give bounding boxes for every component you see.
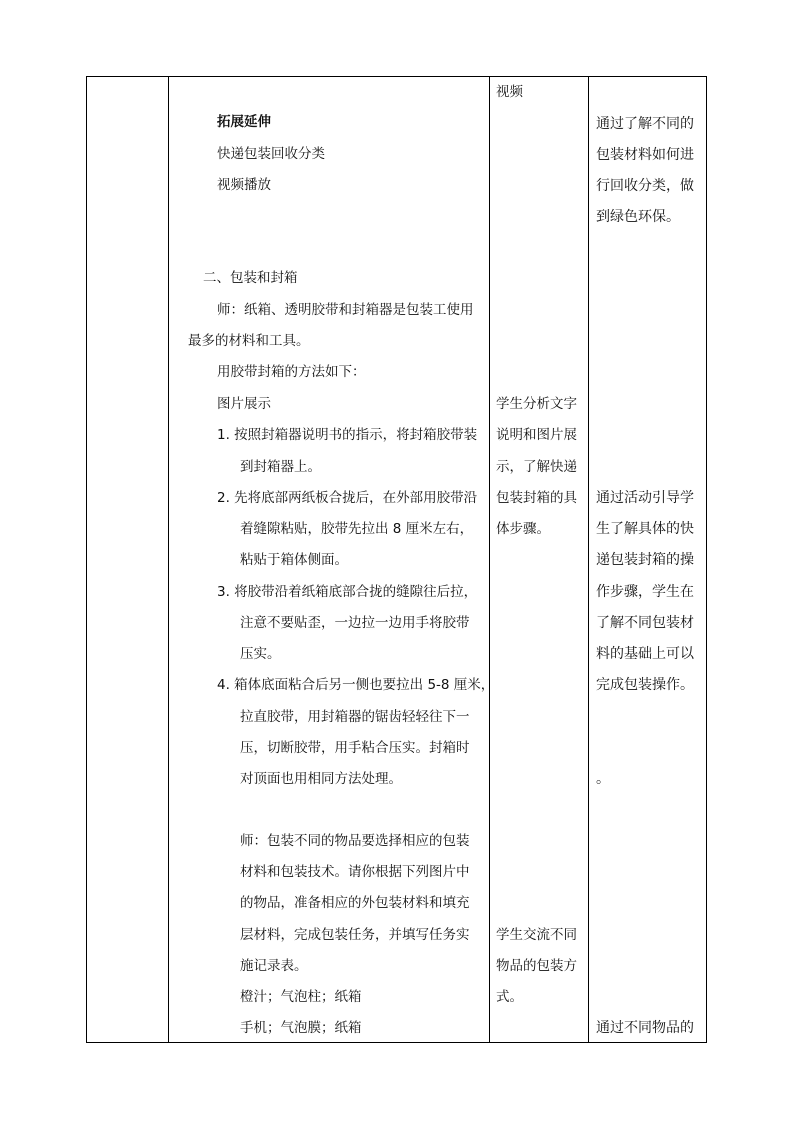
extend-line2: 视频播放 (217, 177, 271, 193)
col3-analysis-5: 体步骤。 (496, 521, 550, 537)
teacher2-line5: 施记录表。 (240, 958, 308, 974)
teacher2-line2: 材料和包装技术。请你根据下列图片中 (240, 864, 470, 880)
step1-line1: 1. 按照封箱器说明书的指示，将封箱胶带装 (217, 427, 478, 443)
col3-exchange-2: 物品的包装方 (496, 958, 577, 974)
col4-p3: 通过不同物品的 (596, 1020, 694, 1036)
col3-exchange-1: 学生交流不同 (496, 927, 577, 943)
col4-p2-1: 通过活动引导学 (596, 490, 694, 506)
extend-title: 拓展延伸 (217, 114, 271, 130)
item1: 橙汁；气泡柱；纸箱 (240, 989, 362, 1005)
column-divider-1 (168, 77, 169, 1042)
col3-exchange-3: 式。 (496, 989, 523, 1005)
step3-line3: 压实。 (240, 646, 281, 662)
step3-line1: 3. 将胶带沿着纸箱底部合拢的缝隙往后拉， (217, 584, 478, 600)
col4-p1-3: 行回收分类，做 (596, 178, 694, 194)
step4-line3: 压，切断胶带，用手粘合压实。封箱时 (240, 740, 470, 756)
col4-p2-3: 递包装封箱的操 (596, 552, 694, 568)
teacher2-line3: 的物品，准备相应的外包装材料和填充 (240, 895, 470, 911)
col3-analysis-1: 学生分析文字 (496, 396, 577, 412)
step4-line4: 对顶面也用相同方法处理。 (240, 771, 402, 787)
section-title: 二、包装和封箱 (203, 270, 298, 286)
teacher1-line2: 最多的材料和工具。 (188, 333, 310, 349)
col3-video: 视频 (496, 84, 523, 100)
column-divider-2 (489, 77, 490, 1042)
item2: 手机；气泡膜；纸箱 (240, 1020, 362, 1036)
method-intro: 用胶带封箱的方法如下： (217, 364, 366, 380)
col4-p1-2: 包装材料如何进 (596, 147, 694, 163)
step2-line3: 粘贴于箱体侧面。 (240, 552, 348, 568)
col3-analysis-3: 示，了解快递 (496, 459, 577, 475)
step2-line1: 2. 先将底部两纸板合拢后，在外部用胶带沿 (217, 490, 478, 506)
pic-show: 图片展示 (217, 396, 271, 412)
extend-line1: 快递包装回收分类 (217, 146, 325, 162)
col4-p1-4: 到绿色环保。 (596, 209, 680, 225)
teacher2-line4: 层材料，完成包装任务，并填写任务实 (240, 927, 470, 943)
col4-p2-4: 作步骤，学生在 (596, 584, 694, 600)
col4-p2-2: 生了解具体的快 (596, 521, 694, 537)
col4-dot: 。 (596, 771, 610, 787)
column-divider-3 (588, 77, 589, 1042)
col4-p1-1: 通过了解不同的 (596, 116, 694, 132)
step4-line2: 拉直胶带，用封箱器的锯齿轻轻往下一 (240, 709, 470, 725)
teacher1-line1: 师：纸箱、透明胶带和封箱器是包装工使用 (217, 302, 474, 318)
teacher2-line1: 师：包装不同的物品要选择相应的包装 (240, 833, 470, 849)
step3-line2: 注意不要贴歪，一边拉一边用手将胶带 (240, 615, 470, 631)
step4-line1: 4. 箱体底面粘合后另一侧也要拉出 5-8 厘米， (217, 677, 495, 693)
col3-analysis-4: 包装封箱的具 (496, 490, 577, 506)
col3-analysis-2: 说明和图片展 (496, 427, 577, 443)
step2-line2: 着缝隙粘贴，胶带先拉出 8 厘米左右， (240, 521, 474, 537)
col4-p2-6: 料的基础上可以 (596, 646, 694, 662)
col4-p2-7: 完成包装操作。 (596, 677, 694, 693)
step1-line2: 到封箱器上。 (240, 459, 321, 475)
col4-p2-5: 了解不同包装材 (596, 615, 694, 631)
